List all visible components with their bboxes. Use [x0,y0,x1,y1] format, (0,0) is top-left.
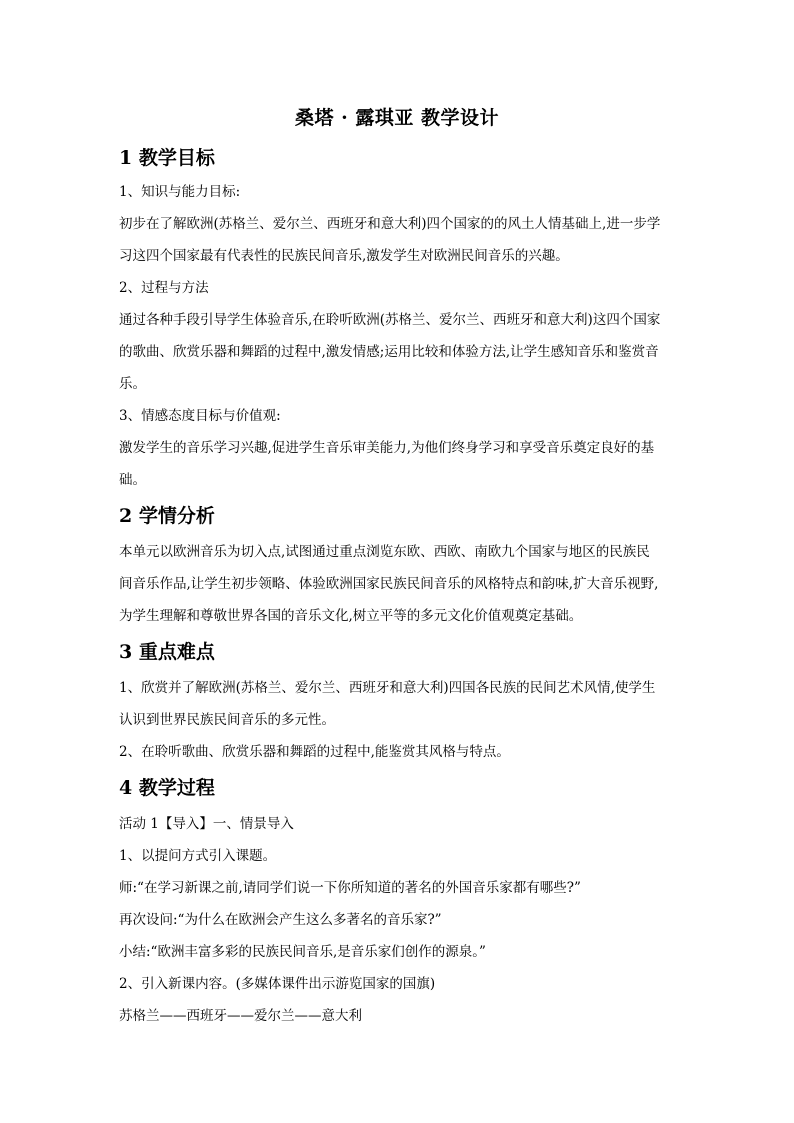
paragraph-line: 苏格兰——西班牙——爱尔兰——意大利 [119,1008,362,1024]
document-body [119,146,679,1032]
paragraph-line: 小结:“欧洲丰富多彩的民族民间音乐,是音乐家们创作的源泉。” [119,944,486,960]
paragraph-line: 3、情感态度目标与价值观: [119,408,281,424]
section-heading: 4 教学过程 [119,777,215,799]
section-heading: 3 重点难点 [119,641,215,663]
paragraph-line: 通过各种手段引导学生体验音乐,在聆听欧洲(苏格兰、爱尔兰、西班牙和意大利)这四个国家 [119,312,661,328]
paragraph-line: 乐。 [119,376,146,392]
section-heading: 1 教学目标 [119,147,215,169]
paragraph-line: 1、以提问方式引入课题。 [119,848,277,864]
paragraph-line: 2、过程与方法 [119,280,209,296]
paragraph-line: 认识到世界民族民间音乐的多元性。 [119,712,335,728]
section-key-points [119,640,679,768]
section-learning-analysis [119,504,679,632]
document-title: 桑塔 · 露琪亚 教学设计 [295,107,499,129]
section-heading: 2 学情分析 [119,505,215,527]
paragraph-line: 本单元以欧洲音乐为切入点,试图通过重点浏览东欧、西欧、南欧九个国家与地区的民族民 [119,544,650,560]
paragraph-line: 2、在聆听歌曲、欣赏乐器和舞蹈的过程中,能鉴赏其风格与特点。 [119,744,510,760]
paragraph-line: 1、欣赏并了解欧洲(苏格兰、爱尔兰、西班牙和意大利)四国各民族的民间艺术风情,使学生 [119,680,656,696]
paragraph-line: 2、引入新课内容。(多媒体课件出示游览国家的国旗) [119,976,436,992]
section-teaching-goals [119,146,679,496]
paragraph-line: 为学生理解和尊敬世界各国的音乐文化,树立平等的多元文化价值观奠定基础。 [119,608,583,624]
paragraph-line: 习这四个国家最有代表性的民族民间音乐,激发学生对欧洲民间音乐的兴趣。 [119,248,569,264]
paragraph-line: 活动 1【导入】一、情景导入 [119,816,294,832]
paragraph-line: 间音乐作品,让学生初步领略、体验欧洲国家民族民间音乐的风格特点和韵味,扩大音乐视野, [119,576,659,592]
section-teaching-process [119,776,679,1032]
paragraph-line: 的歌曲、欣赏乐器和舞蹈的过程中,激发情感;运用比较和体验方法,让学生感知音乐和鉴赏音 [119,344,659,360]
paragraph-line: 础。 [119,472,146,488]
paragraph-line: 初步在了解欧洲(苏格兰、爱尔兰、西班牙和意大利)四个国家的的风土人情基础上,进一步学 [119,216,661,232]
paragraph-line: 激发学生的音乐学习兴趣,促进学生音乐审美能力,为他们终身学习和享受音乐奠定良好的基 [119,440,655,456]
paragraph-line: 师:“在学习新课之前,请同学们说一下你所知道的著名的外国音乐家都有哪些?” [119,880,581,896]
paragraph-line: 再次设问:“为什么在欧洲会产生这么多著名的音乐家?” [119,912,442,928]
paragraph-line: 1、知识与能力目标: [119,184,241,200]
